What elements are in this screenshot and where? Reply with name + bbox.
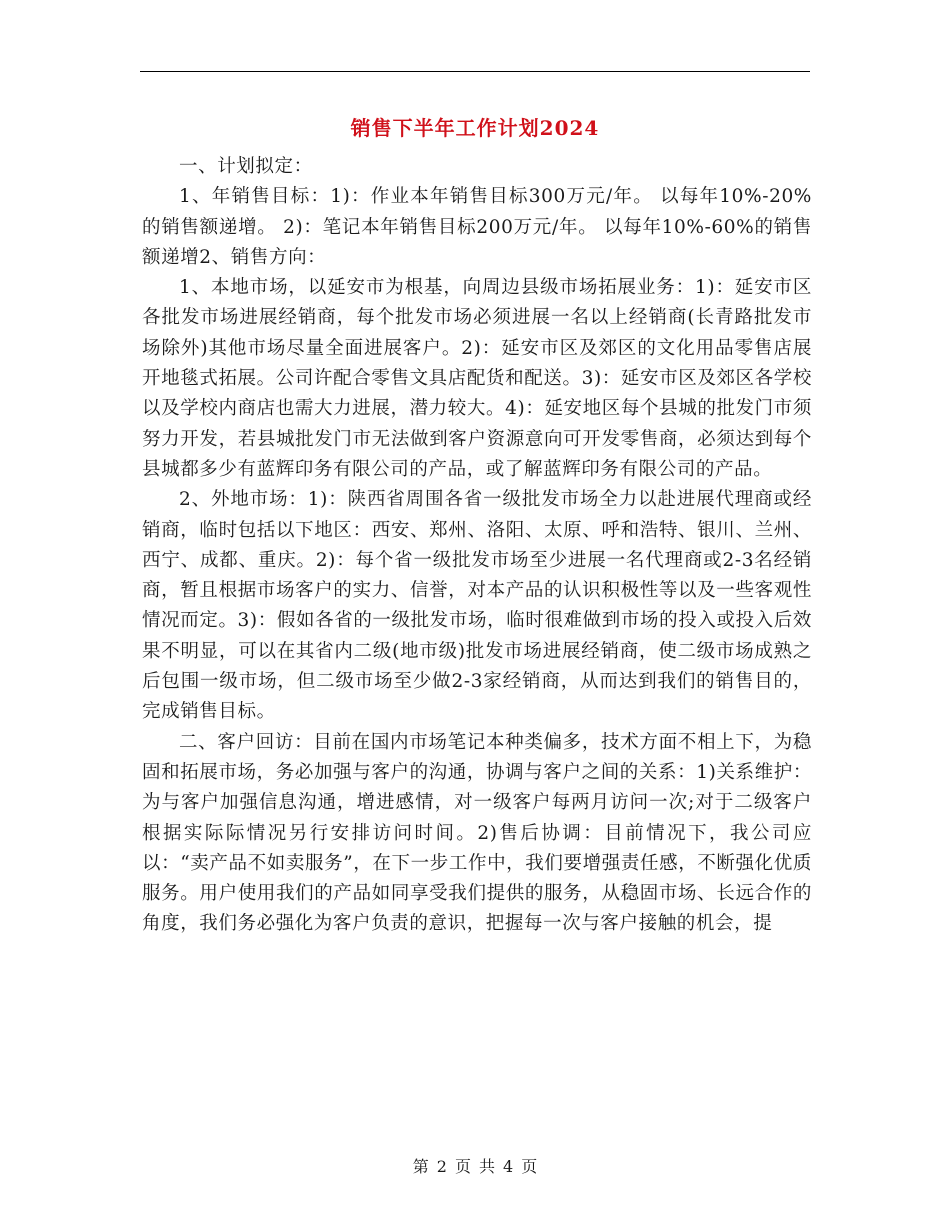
document-title: 销售下半年工作计划2024 [350,116,600,140]
footer-total-unit: 页 [521,1157,538,1176]
paragraph-local-market: 1、本地市场，以延安市为根基，向周边县级市场拓展业务：1)：延安市区各批发市场进展经销商，每个批发市场必须进展一名以上经销商(长青路批发市场除外)其他市场尽量全面进展客户。2)：延安市区及郊区的文化用品零售店展开地毯式拓展。公司许配合零售文具店配货和配送。3)：延安市区及郊区各学校以及学校内商店也需大力进展，潜力较大。4)：延安地区每个县城的批发门市须努力开发，若县城批发门市无法做到客户资源意向可开发零售商，必须达到每个县城都多少有蓝辉印务有限公司的产品，或了解蓝辉印务有限公司的产品。 [142,277,812,480]
footer-page-unit: 页 [454,1157,471,1176]
footer-prefix: 第 [412,1157,429,1176]
footer-total-pages: 4 [503,1157,514,1176]
paragraph-sales-target: 1、年销售目标：1)：作业本年销售目标300万元/年。 以每年10%-20%的销售额递增。 2)：笔记本年销售目标200万元/年。 以每年10%-60%的销售额递增2、销售方向： [142,186,812,268]
footer-page-number: 2 [436,1157,447,1176]
paragraph-customer-visit: 二、客户回访：目前在国内市场笔记本种类偏多，技术方面不相上下，为稳固和拓展市场，务必加强与客户的沟通，协调与客户之间的关系：1)关系维护：为与客户加强信息沟通，增进感情，对一级客户每两月访问一次;对于二级客户根据实际际情况另行安排访问时间。2)售后协调：目前情况下，我公司应以：“卖产品不如卖服务”，在下一步工作中，我们要增强责任感，不断强化优质服务。用户使用我们的产品如同享受我们提供的服务，从稳固市场、长远合作的角度，我们务必强化为客户负责的意识，把握每一次与客户接触的机会，提 [142,731,812,935]
paragraph-outside-market: 2、外地市场：1)：陕西省周围各省一级批发市场全力以赴进展代理商或经销商，临时包括以下地区：西安、郑州、洛阳、太原、呼和浩特、银川、兰州、西宁、成都、重庆。2)：每个省一级批发市场至少进展一名代理商或2-3名经销商，暂且根据市场客户的实力、信誉，对本产品的认识积极性等以及一些客观性情况而定。3)：假如各省的一级批发市场，临时很难做到市场的投入或投入后效果不明显，可以在其省内二级(地市级)批发市场进展经销商，使二级市场成熟之后包围一级市场，但二级市场至少做2-3家经销商，从而达到我们的销售目的，完成销售目标。 [142,489,812,723]
page-footer [0,1154,950,1177]
header-rule [140,71,810,72]
footer-total-prefix: 共 [479,1157,496,1176]
paragraph-plan-heading: 一、计划拟定： [179,156,313,177]
document-body [142,152,812,940]
